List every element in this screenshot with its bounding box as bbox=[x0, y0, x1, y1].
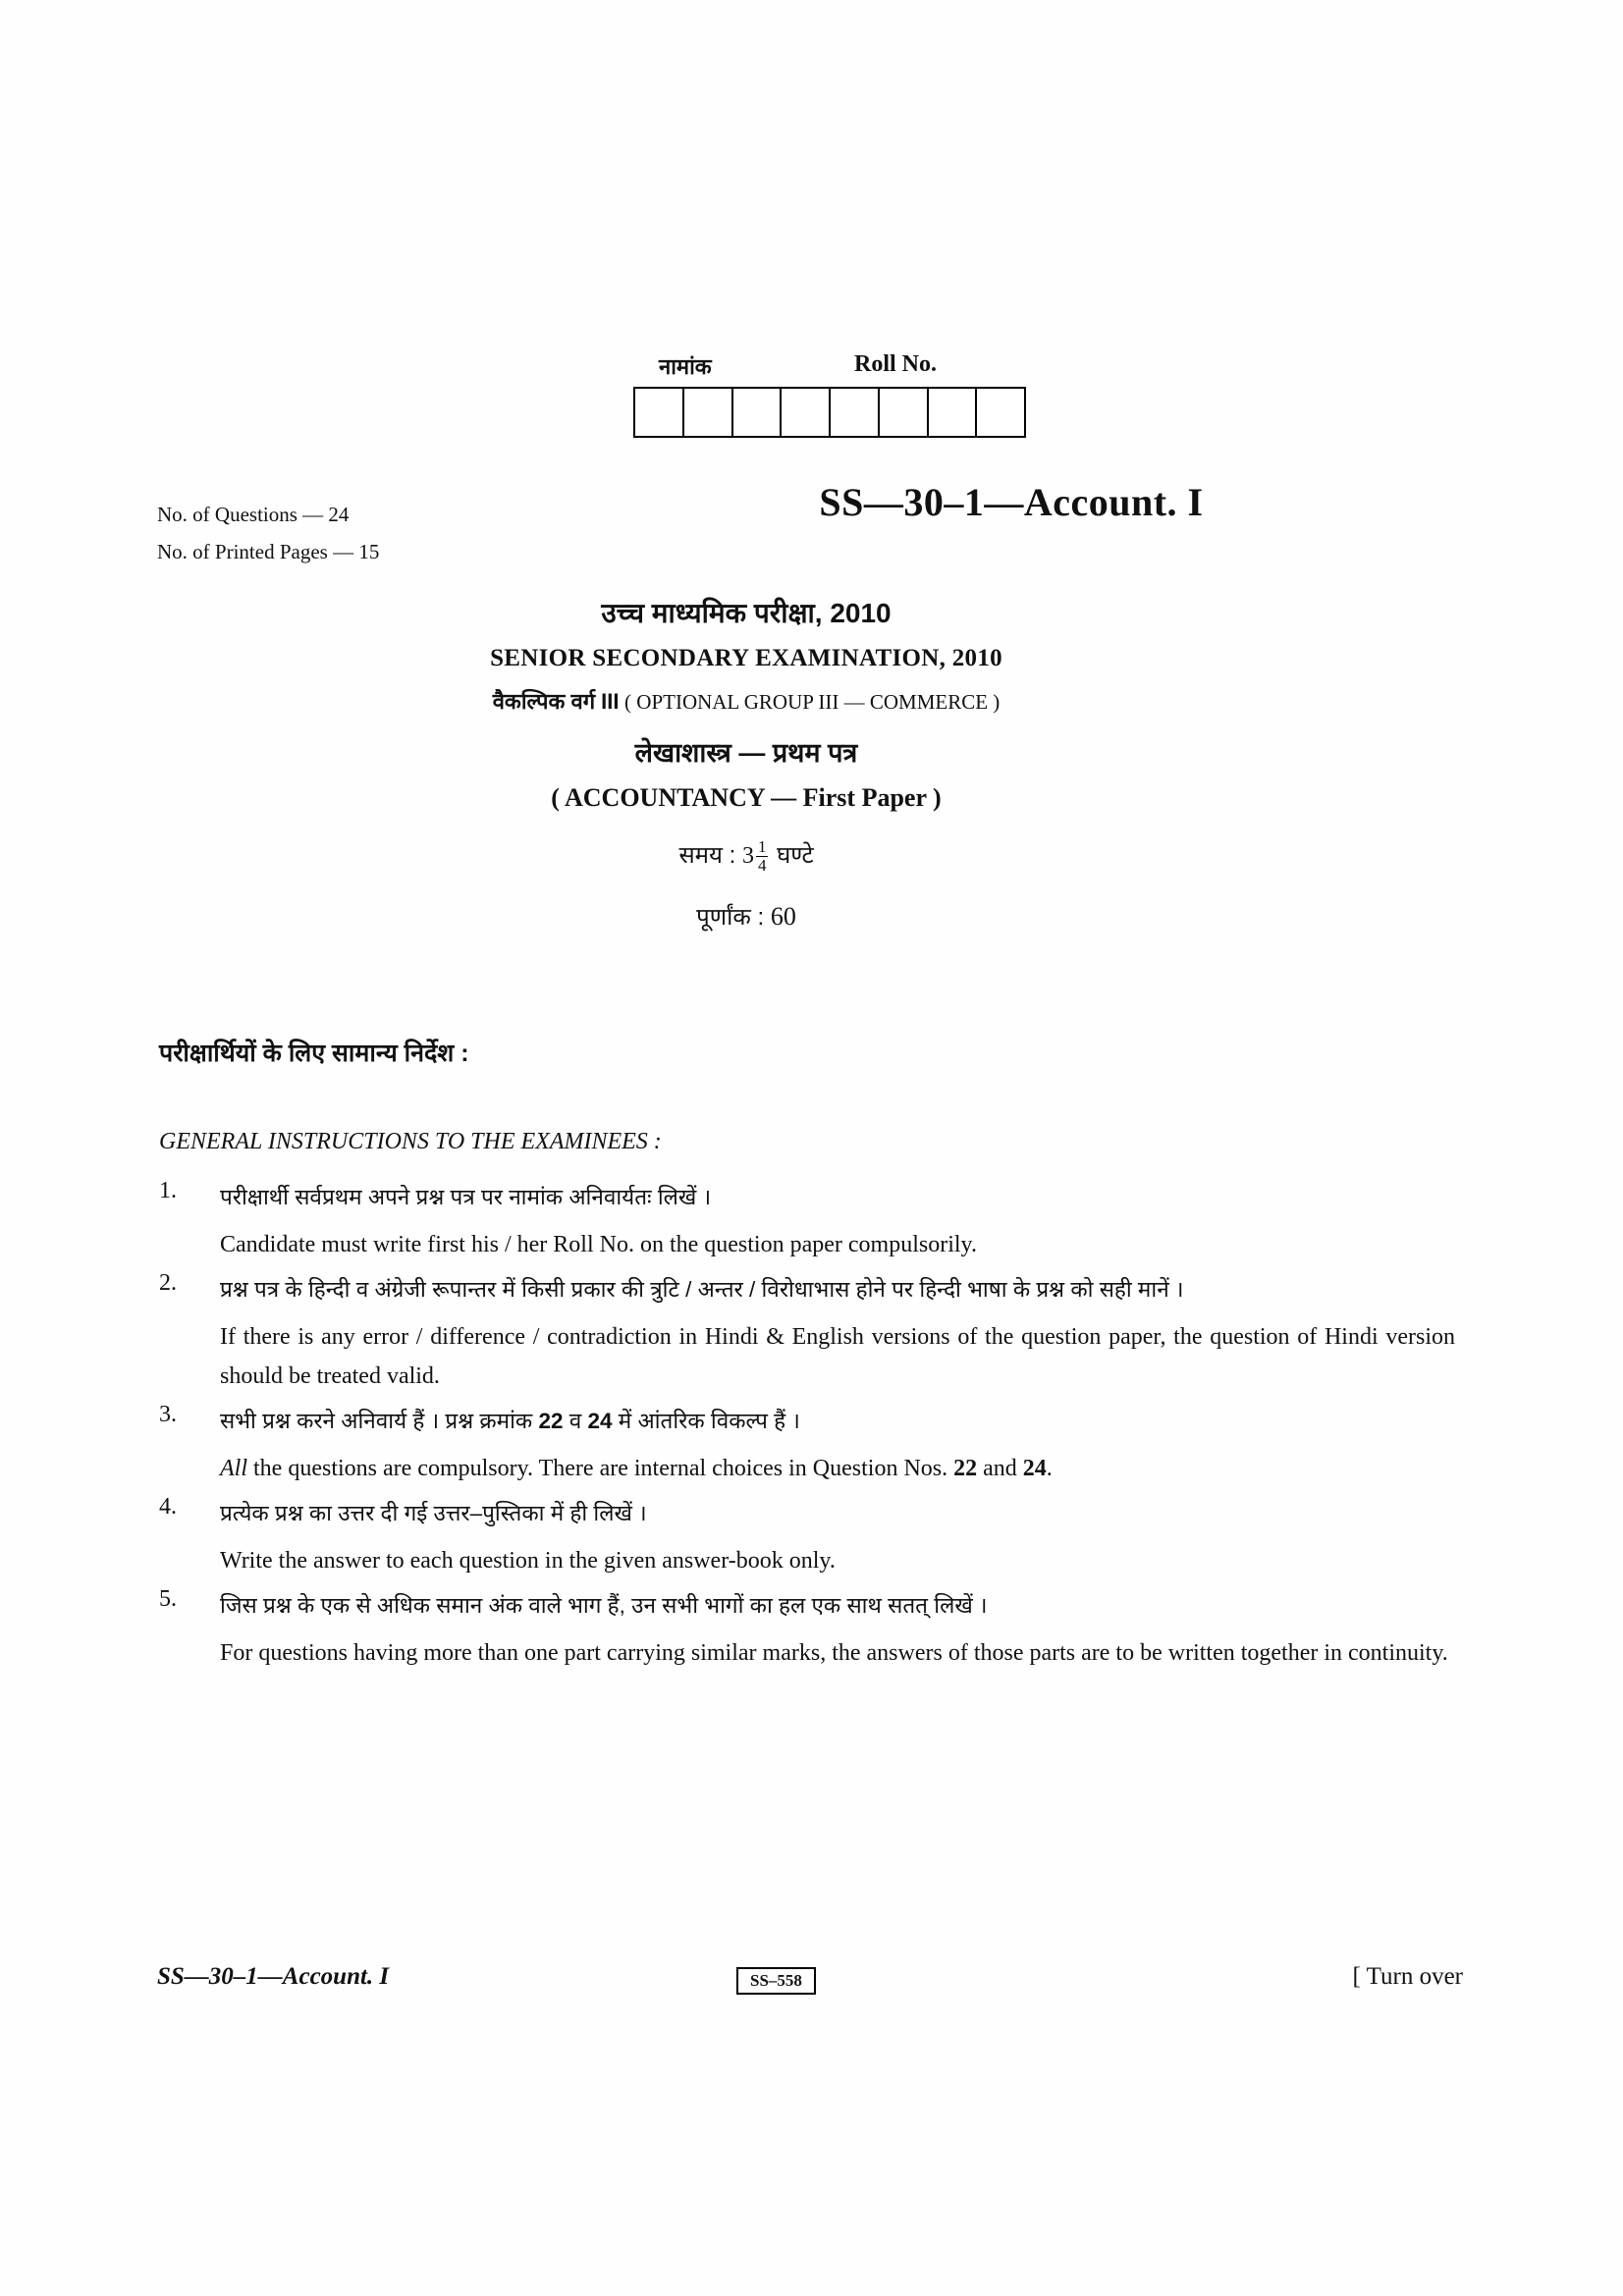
instruction-number: 4. bbox=[159, 1494, 177, 1520]
subject-title-english: ( ACCOUNTANCY — First Paper ) bbox=[551, 783, 942, 812]
exam-title-hindi: उच्च माध्यमिक परीक्षा, 2010 bbox=[601, 598, 892, 628]
instruction-number: 3. bbox=[159, 1402, 177, 1427]
title-block bbox=[157, 594, 1335, 933]
instruction-item bbox=[159, 1270, 1455, 1396]
instructions-heading-english: GENERAL INSTRUCTIONS TO THE EXAMINEES : bbox=[159, 1129, 662, 1154]
instruction-number: 1. bbox=[159, 1178, 177, 1203]
time-unit: घण्टे bbox=[777, 842, 814, 870]
roll-number-labels bbox=[633, 353, 1026, 387]
instructions-list bbox=[159, 1178, 1455, 1679]
time-label: समय : bbox=[678, 842, 736, 870]
instruction-number: 5. bbox=[159, 1586, 177, 1612]
instruction-text-english: If there is any error / difference / contradiction in Hindi & English versions of the question paper, the question of Hindi version should be treated valid. bbox=[220, 1324, 1455, 1389]
instruction-text-english: Candidate must write first his / her Roll No. on the question paper compulsorily. bbox=[220, 1232, 977, 1257]
roll-number-cell[interactable] bbox=[929, 389, 978, 436]
paper-meta bbox=[157, 496, 379, 570]
marks-value: 60 bbox=[770, 901, 796, 931]
instruction-text-hindi: परीक्षार्थी सर्वप्रथम अपने प्रश्न पत्र पर नामांक अनिवार्यतः लिखें । bbox=[220, 1185, 712, 1209]
maximum-marks bbox=[157, 900, 1335, 933]
exam-title-english: SENIOR SECONDARY EXAMINATION, 2010 bbox=[490, 645, 1002, 671]
instruction-text-english: All the questions are compulsory. There are internal choices in Question Nos. 22 and 24. bbox=[220, 1456, 1053, 1481]
roll-number-label-hindi: नामांक bbox=[659, 354, 712, 379]
time-fraction-numerator: 1 bbox=[757, 837, 767, 856]
roll-number-cell[interactable] bbox=[733, 389, 783, 436]
roll-number-cell[interactable] bbox=[635, 389, 684, 436]
roll-number-label-english: Roll No. bbox=[854, 351, 937, 377]
roll-number-cell[interactable] bbox=[880, 389, 929, 436]
optional-group-english: ( OPTIONAL GROUP III — COMMERCE ) bbox=[624, 690, 1001, 714]
instruction-item bbox=[159, 1494, 1455, 1580]
footer-paper-code: SS—30–1—Account. I bbox=[157, 1963, 390, 1990]
footer-form-number: SS–558 bbox=[736, 1967, 816, 1995]
instruction-item bbox=[159, 1586, 1455, 1673]
optional-group-hindi: वैकल्पिक वर्ग III bbox=[492, 689, 620, 714]
roll-number-cell[interactable] bbox=[977, 389, 1026, 436]
instruction-text-english: Write the answer to each question in the given answer-book only. bbox=[220, 1548, 836, 1574]
subject-title-hindi: लेखाशास्त्र — प्रथम पत्र bbox=[634, 738, 858, 768]
time-fraction-denominator: 4 bbox=[757, 855, 767, 875]
instructions-heading-hindi: परीक्षार्थियों के लिए सामान्य निर्देश : bbox=[159, 1040, 469, 1067]
page-footer bbox=[157, 1963, 1463, 2002]
time-allowed bbox=[157, 838, 1335, 875]
instruction-text-hindi: प्रश्न पत्र के हिन्दी व अंग्रेजी रूपान्तर में किसी प्रकार की त्रुटि / अन्तर / विरोधाभास होने पर हिन्दी भाषा के प्रश्न को सही मानें । bbox=[220, 1277, 1184, 1302]
instruction-item bbox=[159, 1178, 1455, 1264]
optional-group-line bbox=[157, 686, 1335, 716]
roll-number-cell[interactable] bbox=[831, 389, 880, 436]
instruction-text-hindi: जिस प्रश्न के एक से अधिक समान अंक वाले भाग हैं, उन सभी भागों का हल एक साथ सतत् लिखें । bbox=[220, 1593, 988, 1618]
instruction-item bbox=[159, 1402, 1455, 1488]
marks-label: पूर्णांक : bbox=[696, 903, 765, 931]
instruction-text-english: For questions having more than one part carrying similar marks, the answers of those parts are to be written together in continuity. bbox=[220, 1640, 1448, 1666]
no-of-printed-pages: No. of Printed Pages — 15 bbox=[157, 540, 380, 563]
roll-number-cell[interactable] bbox=[684, 389, 733, 436]
roll-number-block bbox=[633, 353, 1026, 438]
time-fraction bbox=[756, 838, 769, 875]
footer-turn-over: [ Turn over bbox=[1352, 1963, 1463, 1990]
paper-code: SS—30–1—Account. I bbox=[819, 480, 1204, 524]
time-whole-number: 3 bbox=[741, 843, 754, 870]
roll-number-grid[interactable] bbox=[633, 387, 1026, 438]
no-of-questions: No. of Questions — 24 bbox=[157, 503, 350, 526]
roll-number-cell[interactable] bbox=[782, 389, 831, 436]
instruction-text-hindi: प्रत्येक प्रश्न का उत्तर दी गई उत्तर–पुस्तिका में ही लिखें । bbox=[220, 1501, 647, 1525]
instruction-text-hindi: सभी प्रश्न करने अनिवार्य हैं । प्रश्न क्रमांक 22 व 24 में आंतरिक विकल्प हैं । bbox=[220, 1409, 800, 1433]
instruction-number: 2. bbox=[159, 1270, 177, 1296]
